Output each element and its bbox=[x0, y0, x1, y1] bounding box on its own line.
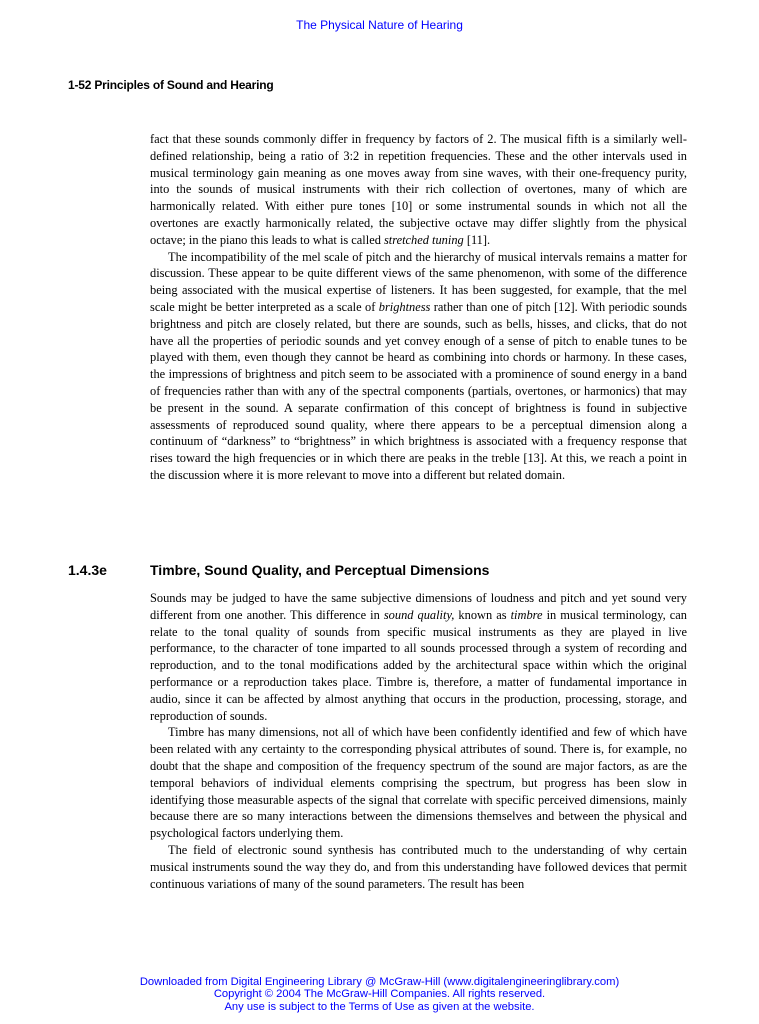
section-heading bbox=[68, 562, 688, 578]
page-header: 1-52 Principles of Sound and Hearing bbox=[68, 78, 274, 92]
footer-terms[interactable]: Any use is subject to the Terms of Use as given at the website. bbox=[224, 1000, 535, 1013]
paragraph: Timbre has many dimensions, not all of which have been confidently identified and few of which have been related with any certainty to the corresponding physical attributes of sound. There is, for example, no doubt that the shape and composition of the frequency spectrum of the sound are major factors, as are the temporal behaviors of individual elements comprising the spectrum, but progress has been slow in identifying those measurable aspects of the signal that correlate with specific perceived dimensions, mainly because there are so many interactions between the dimensions themselves and between the physical and psychological factors underlying them. bbox=[150, 725, 687, 841]
body-text-block-1 bbox=[150, 131, 687, 484]
paragraph: The field of electronic sound synthesis has contributed much to the understanding of why certain musical instruments sound the way they do, and from this understanding have followed devices that permit continuous variations of many of the sound parameters. The result has been bbox=[150, 842, 687, 891]
running-head-link[interactable]: The Physical Nature of Hearing bbox=[296, 18, 463, 32]
footer-download-link[interactable]: Downloaded from Digital Engineering Library @ McGraw-Hill (www.digitalengineeringlibrary.com) bbox=[139, 976, 620, 988]
body-text-block-2 bbox=[150, 590, 687, 892]
paragraph: The incompatibility of the mel scale of pitch and the hierarchy of musical intervals remains a matter for discussion. These appear to be quite different views of the same phenomenon, with some of the difference being associated with the musical expertise of listeners. It has been suggested, for example, that the mel scale might be better interpreted as a scale of brightness rather than one of pitch [12]. With periodic sounds brightness and pitch are closely related, but there are sounds, such as bells, hisses, and clicks, that do not have all the properties of periodic sounds and yet convey enough of a sense of pitch to enable tunes to be played with them, even though they cannot be heard as combining into chords or harmony. In these cases, the impressions of brightness and pitch seem to be associated with a prominence of sound energy in a band of frequencies rather than with any of the spectral components (partials, overtones, or harmonics) that may be present in the sound. A separate confirmation of this concept of brightness is found in subjective assessments of reproduced sound quality, where there appears to be a perceptual dimension along a continuum of “darkness” to “brightness” in which brightness is associated with a frequency response that rises toward the high frequencies or in which there are peaks in the treble [13]. At this, we reach a point in the discussion where it is more relevant to move into a different but related domain. bbox=[150, 249, 688, 482]
footer-notice[interactable] bbox=[0, 976, 759, 1013]
paragraph: Sounds may be judged to have the same subjective dimensions of loudness and pitch and yet sound very different from one another. This difference in sound quality, known as timbre in musical terminology, can relate to the tonal quality of sounds from specific musical instruments as they are played in live performance, to the character of tone imparted to all sounds processed through a system of recording and reproduction, and to the tonal modifications added by the architectural space within which the original performance or a reproduction takes place. Timbre is, therefore, a matter of fundamental importance in audio, since it can be affected by almost anything that occurs in the production, processing, storage, and reproduction of sounds. bbox=[150, 591, 687, 723]
footer-copyright[interactable]: Copyright © 2004 The McGraw-Hill Companies. All rights reserved. bbox=[213, 988, 546, 1001]
paragraph: fact that these sounds commonly differ in frequency by factors of 2. The musical fifth is a similarly well-defined relationship, being a ratio of 3:2 in repetition frequencies. These and the other intervals used in musical terminology gain meaning as one moves away from sine waves, with their one-frequency purity, into the sounds of musical instruments with their rich collection of overtones, many of which are harmonically related. With either pure tones [10] or some instrumental sounds in which not all the overtones are exactly harmonically related, the subjective octave may differ slightly from the physical octave; in the piano this leads to what is called stretched tuning [11]. bbox=[150, 132, 687, 247]
section-number: 1.4.3e bbox=[68, 562, 107, 578]
section-title: Timbre, Sound Quality, and Perceptual Dimensions bbox=[150, 562, 490, 578]
